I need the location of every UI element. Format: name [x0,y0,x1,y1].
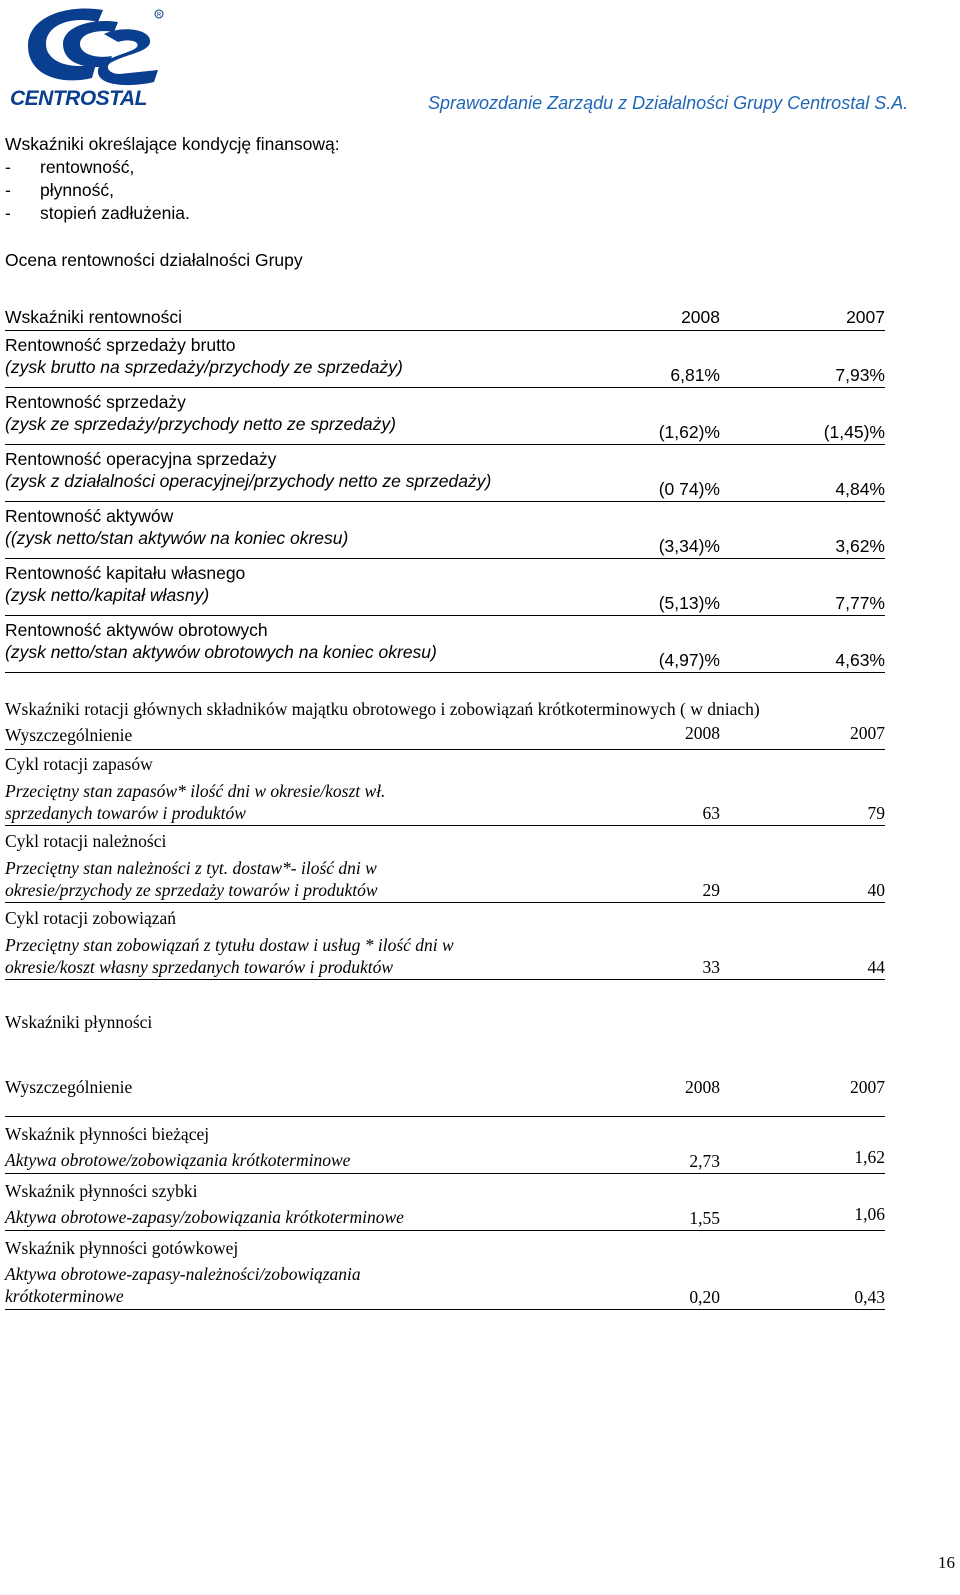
table-row [5,562,885,616]
value-2007: 1,06 [854,1204,885,1224]
header-year-2008: 2008 [681,307,720,327]
value-2007: 44 [867,957,885,977]
intro-item: - płynność, [5,180,114,200]
value-2008: 33 [702,957,720,977]
ratio-formula-line1: Przeciętny stan zobowiązań z tytułu dostaw i usług * ilość dni w [5,935,454,955]
value-2007: 7,77% [835,593,885,613]
ratio-name: Rentowność sprzedaży brutto [5,335,236,355]
ratio-formula-line1: Aktywa obrotowe/zobowiązania krótkoterminowe [5,1150,351,1170]
header-year-2008: 2008 [685,1077,720,1097]
value-2007: 4,63% [835,650,885,670]
value-2008: (0 74)% [658,479,720,499]
ratio-name: Wskaźnik płynności bieżącej [5,1124,210,1144]
profitability-table [5,306,885,673]
table-header-row [5,306,885,331]
ratio-formula: (zysk netto/stan aktywów obrotowych na koniec okresu) [5,642,437,662]
table-row [5,391,885,445]
value-2007: 4,84% [835,479,885,499]
table-row [5,1237,885,1310]
ratio-name: Wskaźnik płynności gotówkowej [5,1238,239,1258]
rotation-section-title: Wskaźniki rotacji głównych składników majątku obrotowego i zobowiązań krótkoterminowych ( w dniach) [5,699,760,719]
table-row [5,448,885,502]
svg-text:R: R [156,12,162,19]
table-row [5,753,885,826]
table-row [5,619,885,673]
header-label: Wyszczególnienie [5,725,133,745]
profitability-section-title: Ocena rentowności działalności Grupy [5,250,303,270]
table-row [5,1123,885,1174]
table-row [5,907,885,980]
ratio-name: Rentowność operacyjna sprzedaży [5,449,277,469]
ratio-name: Rentowność kapitału własnego [5,563,246,583]
ratio-name: Rentowność aktywów [5,506,174,526]
ratio-formula: (zysk ze sprzedaży/przychody netto ze sprzedaży) [5,414,396,434]
header-year-2007: 2007 [850,1077,885,1097]
intro-item: - stopień zadłużenia. [5,203,190,223]
value-2008: 29 [702,880,720,900]
table-row [5,830,885,903]
ratio-formula-line2: sprzedanych towarów i produktów [5,803,246,823]
liquidity-table [5,1076,885,1310]
value-2007: 0,43 [854,1287,885,1307]
value-2007: 7,93% [835,365,885,385]
header-year-2008: 2008 [685,723,720,743]
value-2008: 2,73 [689,1151,720,1171]
ratio-formula: (zysk netto/kapitał własny) [5,585,210,605]
ratio-formula: (zysk brutto na sprzedaży/przychody ze sprzedaży) [5,357,403,377]
ratio-formula-line2: krótkoterminowe [5,1286,124,1306]
ratio-name: Cykl rotacji należności [5,831,167,851]
table-row [5,505,885,559]
header-year-2007: 2007 [846,307,885,327]
header-year-2007: 2007 [850,723,885,743]
header-label: Wyszczególnienie [5,1077,133,1097]
value-2007: 40 [867,880,885,900]
logo-wordmark: CENTROSTAL [10,87,147,110]
report-title: Sprawozdanie Zarządu z Działalności Grupy Centrostal S.A. [428,93,909,113]
ratio-formula-line1: Aktywa obrotowe-zapasy-należności/zobowiązania [5,1264,361,1284]
ratio-name: Rentowność aktywów obrotowych [5,620,268,640]
ratio-name: Cykl rotacji zapasów [5,754,153,774]
rotation-table [5,724,885,980]
table-row [5,1180,885,1231]
page-number: 16 [938,1553,955,1572]
intro-item: - rentowność, [5,157,135,177]
table-header-row [5,1076,885,1117]
ratio-formula-line1: Aktywa obrotowe-zapasy/zobowiązania krótkoterminowe [5,1207,404,1227]
value-2008: 1,55 [689,1208,720,1228]
value-2008: (3,34)% [658,536,720,556]
value-2008: 0,20 [689,1287,720,1307]
ratio-name: Wskaźnik płynności szybki [5,1181,198,1201]
value-2008: (1,62)% [658,422,720,442]
ratio-name: Cykl rotacji zobowiązań [5,908,177,928]
value-2007: (1,45)% [823,422,885,442]
ratio-formula: (zysk z działalności operacyjnej/przychody netto ze sprzedaży) [5,471,492,491]
value-2007: 3,62% [835,536,885,556]
ratio-formula: ((zysk netto/stan aktywów na koniec okresu) [5,528,349,548]
value-2007: 79 [867,803,885,823]
intro-lead: Wskaźniki określające kondycję finansową: [5,134,340,154]
centrostal-logo [8,4,168,114]
liquidity-section-title: Wskaźniki płynności [5,1012,153,1032]
table-header-row [5,724,885,750]
ratio-name: Rentowność sprzedaży [5,392,186,412]
value-2008: (4,97)% [658,650,720,670]
value-2007: 1,62 [854,1147,885,1167]
ratio-formula-line2: okresie/koszt własny sprzedanych towarów i produktów [5,957,394,977]
ratio-formula-line1: Przeciętny stan zapasów* ilość dni w okresie/koszt wł. [5,781,386,801]
header-label: Wskaźniki rentowności [5,307,182,327]
table-row [5,334,885,388]
logo-emblem-icon [8,4,168,89]
value-2008: 6,81% [670,365,720,385]
value-2008: 63 [702,803,720,823]
ratio-formula-line2: okresie/przychody ze sprzedaży towarów i produktów [5,880,378,900]
intro-block [5,133,340,225]
value-2008: (5,13)% [658,593,720,613]
ratio-formula-line1: Przeciętny stan należności z tyt. dostaw*- ilość dni w [5,858,377,878]
